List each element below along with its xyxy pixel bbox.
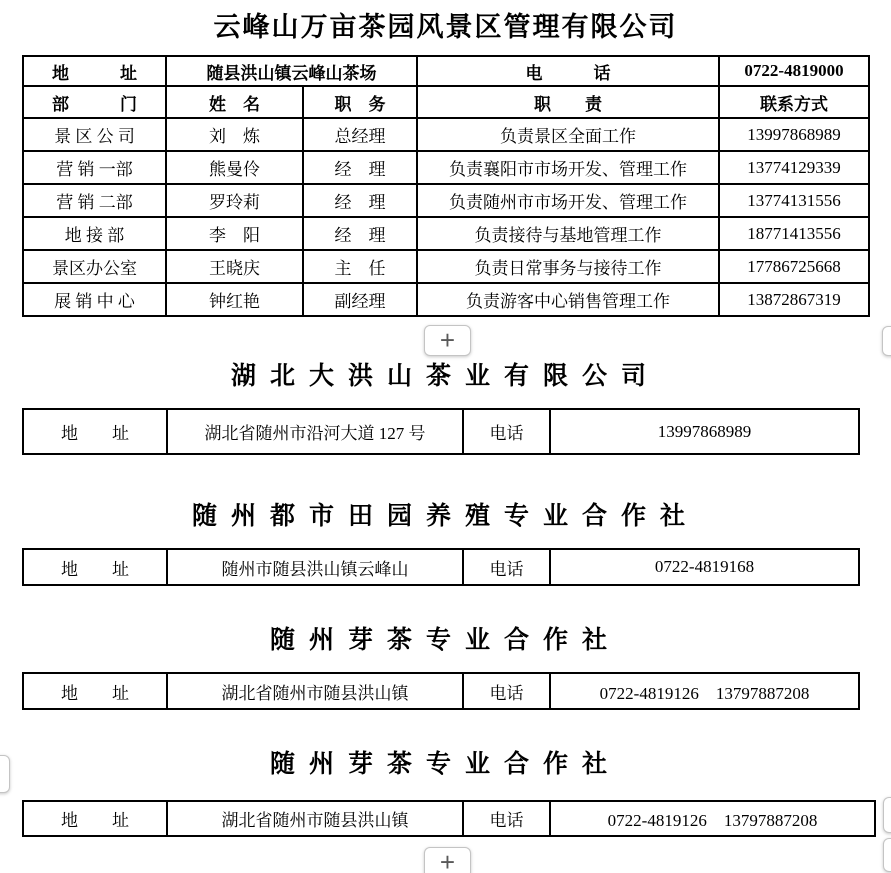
table-row [23, 673, 859, 709]
position-cell: 副经理 [303, 283, 417, 316]
address-label: 地 址 [23, 801, 167, 836]
company-title: 随州芽茶专业合作社 [269, 751, 621, 778]
table-row [23, 283, 869, 316]
page-title: 云峰山万亩茶园风景区管理有限公司 [213, 12, 678, 42]
insert-table-row-button[interactable]: + [424, 847, 471, 873]
position-cell: 经 理 [303, 151, 417, 184]
phone-value: 0722-4819126 13797887208 [550, 673, 859, 709]
table-row [23, 118, 869, 151]
insert-button-partial-right[interactable] [882, 326, 891, 356]
department-cell: 景 区 公 司 [23, 118, 166, 151]
name-cell: 罗玲莉 [166, 184, 303, 217]
address-label: 地 址 [23, 56, 166, 86]
insert-table-row-button[interactable]: + [424, 325, 471, 356]
column-header-position: 职 务 [303, 86, 417, 118]
company-contact-table [22, 548, 860, 586]
duty-cell: 负责游客中心销售管理工作 [417, 283, 719, 316]
duty-cell: 负责襄阳市市场开发、管理工作 [417, 151, 719, 184]
table-row [23, 56, 869, 86]
name-cell: 李 阳 [166, 217, 303, 250]
position-cell: 总经理 [303, 118, 417, 151]
phone-value: 0722-4819168 [550, 549, 859, 585]
company-title: 随州都市田园养殖专业合作社 [191, 503, 699, 530]
contact-cell: 13997868989 [719, 118, 869, 151]
duty-cell: 负责接待与基地管理工作 [417, 217, 719, 250]
contact-cell: 13872867319 [719, 283, 869, 316]
department-cell: 景区办公室 [23, 250, 166, 283]
phone-label: 电话 [463, 549, 550, 585]
contact-cell: 17786725668 [719, 250, 869, 283]
address-value: 湖北省随州市随县洪山镇 [167, 673, 463, 709]
company-title: 湖北大洪山茶业有限公司 [230, 363, 660, 390]
position-cell: 经 理 [303, 217, 417, 250]
name-cell: 钟红艳 [166, 283, 303, 316]
column-header-name: 姓 名 [166, 86, 303, 118]
address-value: 随县洪山镇云峰山茶场 [166, 56, 417, 86]
column-header-duty: 职 责 [417, 86, 719, 118]
company-contact-table [22, 672, 860, 710]
duty-cell: 负责日常事务与接待工作 [417, 250, 719, 283]
table-row [23, 549, 859, 585]
position-cell: 经 理 [303, 184, 417, 217]
table-row [23, 801, 875, 836]
phone-value: 0722-4819126 13797887208 [550, 801, 875, 836]
position-cell: 主 任 [303, 250, 417, 283]
column-header-department: 部 门 [23, 86, 166, 118]
insert-button-partial-right[interactable] [883, 838, 891, 872]
address-value: 湖北省随州市沿河大道 127 号 [167, 409, 463, 454]
company-title: 随州芽茶专业合作社 [269, 627, 621, 654]
address-value: 随州市随县洪山镇云峰山 [167, 549, 463, 585]
department-cell: 地 接 部 [23, 217, 166, 250]
phone-value: 0722-4819000 [719, 56, 869, 86]
duty-cell: 负责景区全面工作 [417, 118, 719, 151]
company-contact-table [22, 408, 860, 455]
address-label: 地 址 [23, 549, 167, 585]
department-cell: 展 销 中 心 [23, 283, 166, 316]
table-row [23, 151, 869, 184]
department-cell: 营 销 二部 [23, 184, 166, 217]
phone-label: 电 话 [417, 56, 719, 86]
insert-button-partial-right[interactable] [883, 797, 891, 833]
table-row [23, 217, 869, 250]
main-company-table [22, 55, 870, 317]
phone-label: 电话 [463, 409, 550, 454]
address-label: 地 址 [23, 409, 167, 454]
column-header-contact: 联系方式 [719, 86, 869, 118]
table-row [23, 409, 859, 454]
table-header-row [23, 86, 869, 118]
department-cell: 营 销 一部 [23, 151, 166, 184]
name-cell: 刘 炼 [166, 118, 303, 151]
phone-label: 电话 [463, 673, 550, 709]
phone-label: 电话 [463, 801, 550, 836]
address-value: 湖北省随州市随县洪山镇 [167, 801, 463, 836]
contact-cell: 13774131556 [719, 184, 869, 217]
phone-value: 13997868989 [550, 409, 859, 454]
table-row [23, 184, 869, 217]
company-contact-table [22, 800, 876, 837]
table-row [23, 250, 869, 283]
duty-cell: 负责随州市市场开发、管理工作 [417, 184, 719, 217]
contact-cell: 18771413556 [719, 217, 869, 250]
name-cell: 熊曼伶 [166, 151, 303, 184]
name-cell: 王晓庆 [166, 250, 303, 283]
address-label: 地 址 [23, 673, 167, 709]
contact-cell: 13774129339 [719, 151, 869, 184]
